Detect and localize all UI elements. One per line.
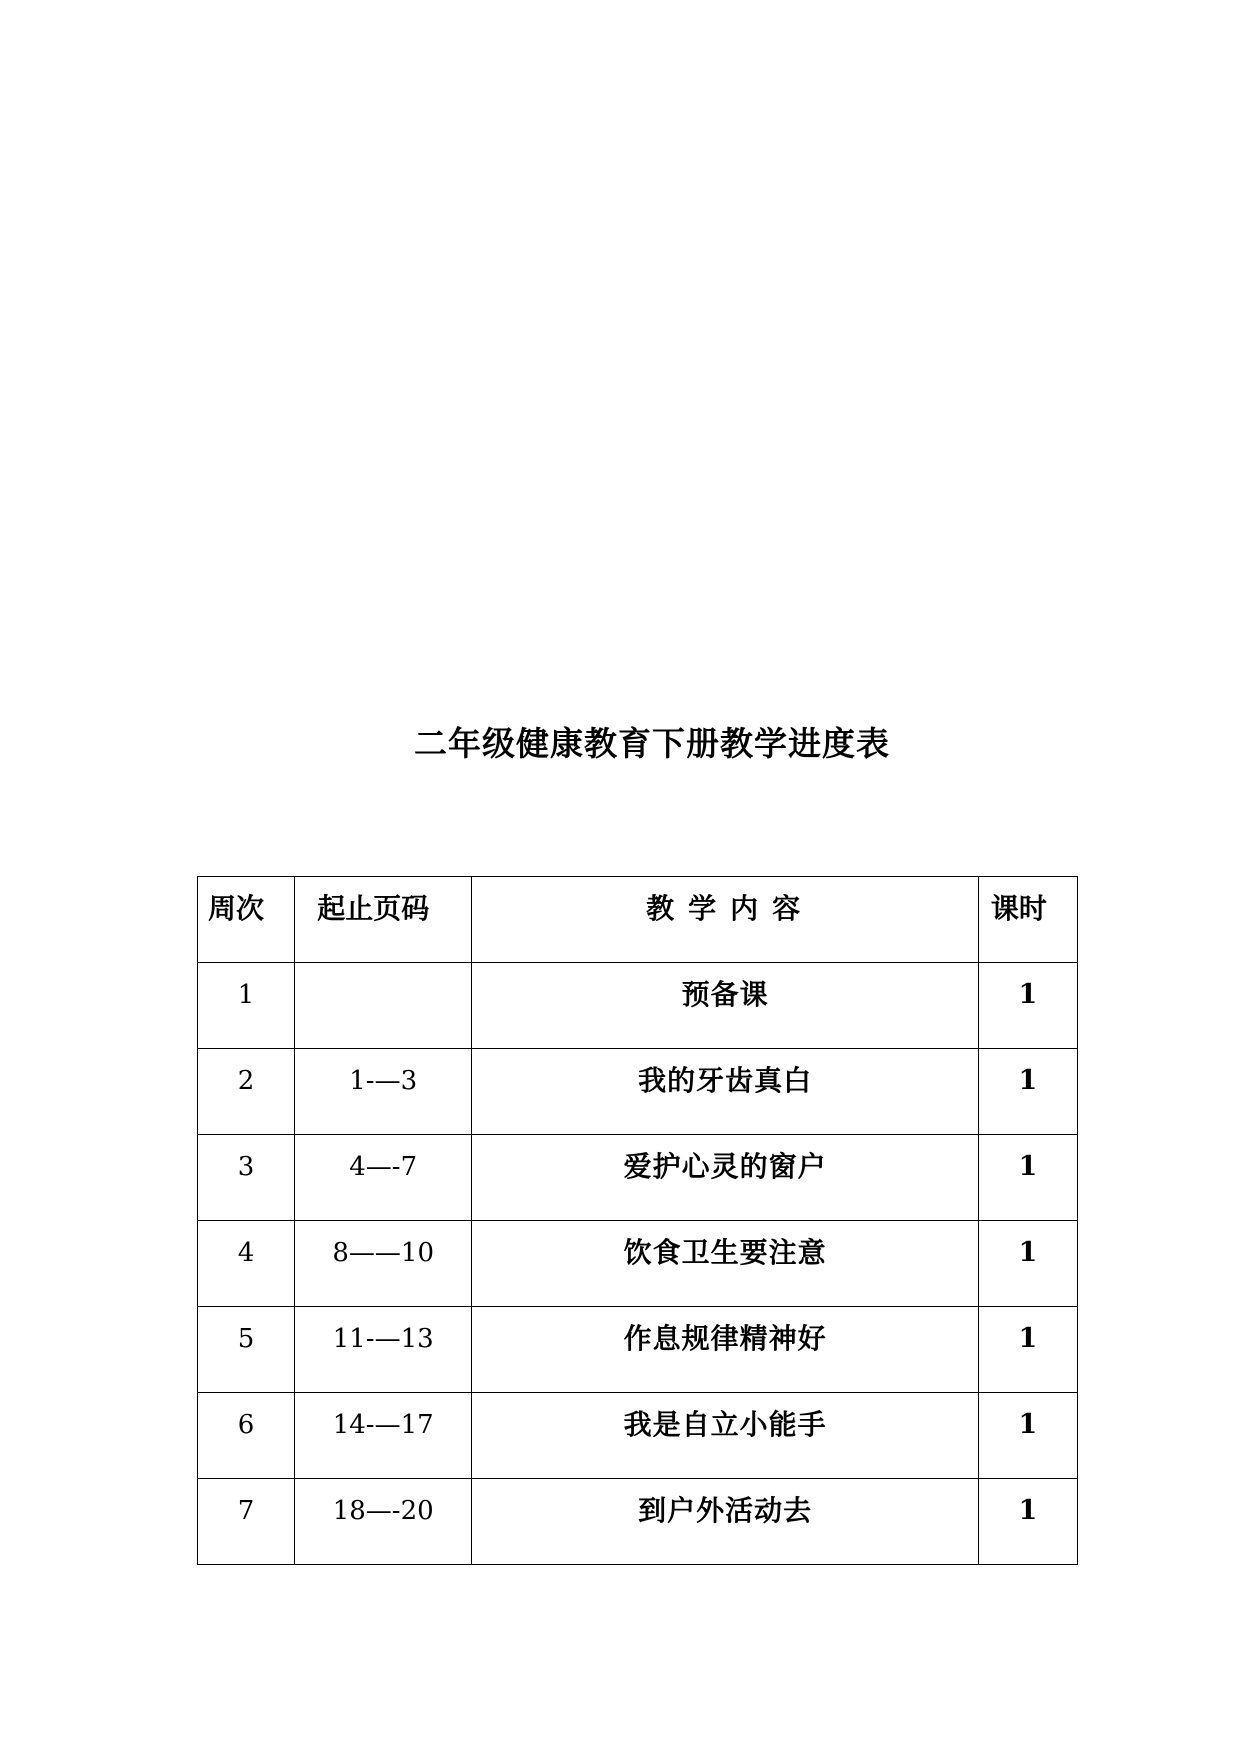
table-header-row [198,877,1078,963]
header-week: 周次 [198,877,295,963]
cell-content: 我的牙齿真白 [472,1049,979,1135]
table-row [198,1221,1078,1307]
schedule-table [197,876,1078,1565]
cell-week: 3 [198,1135,295,1221]
cell-hours: 1 [978,1049,1077,1135]
cell-pages: 4—-7 [295,1135,472,1221]
cell-week: 2 [198,1049,295,1135]
cell-hours: 1 [978,1135,1077,1221]
cell-pages: 8——10 [295,1221,472,1307]
header-pages: 起止页码 [295,877,472,963]
cell-pages: 14-—17 [295,1393,472,1479]
cell-pages [295,963,472,1049]
cell-content: 预备课 [472,963,979,1049]
cell-content: 饮食卫生要注意 [472,1221,979,1307]
cell-week: 7 [198,1479,295,1565]
cell-hours: 1 [978,1479,1077,1565]
cell-week: 4 [198,1221,295,1307]
cell-hours: 1 [978,1393,1077,1479]
header-content: 教学内容 [472,877,979,963]
table-row [198,1049,1078,1135]
table-row [198,1393,1078,1479]
cell-hours: 1 [978,1307,1077,1393]
cell-content: 我是自立小能手 [472,1393,979,1479]
cell-hours: 1 [978,963,1077,1049]
cell-week: 5 [198,1307,295,1393]
cell-content: 作息规律精神好 [472,1307,979,1393]
table-row [198,1307,1078,1393]
cell-pages: 18—-20 [295,1479,472,1565]
cell-content: 爱护心灵的窗户 [472,1135,979,1221]
cell-week: 1 [198,963,295,1049]
document-title: 二年级健康教育下册教学进度表 [414,724,890,763]
table-row [198,1479,1078,1565]
cell-pages: 1-—3 [295,1049,472,1135]
cell-content: 到户外活动去 [472,1479,979,1565]
cell-hours: 1 [978,1221,1077,1307]
cell-week: 6 [198,1393,295,1479]
table-row [198,963,1078,1049]
table-row [198,1135,1078,1221]
cell-pages: 11-—13 [295,1307,472,1393]
header-hours: 课时 [978,877,1077,963]
